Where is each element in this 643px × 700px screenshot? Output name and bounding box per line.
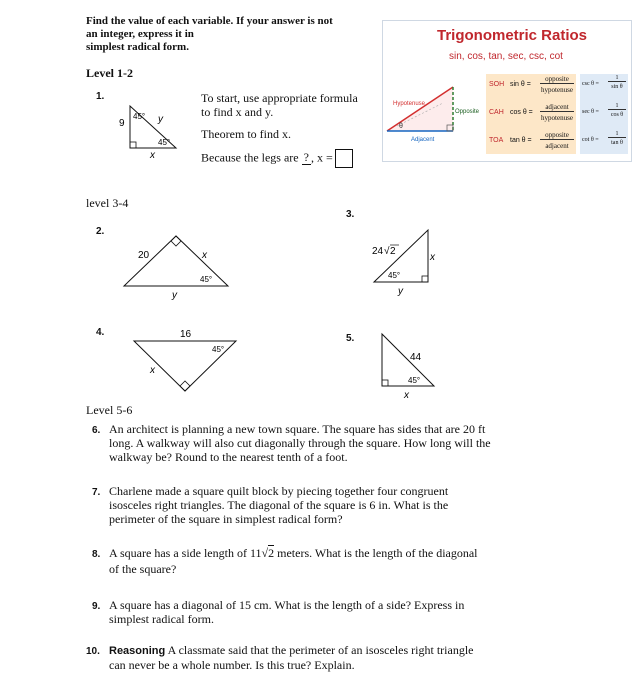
problem-1-hints xyxy=(201,91,358,168)
problem-3-angle: 45° xyxy=(388,271,401,280)
problem-9-text: A square has a diagonal of 15 cm. What is the length of a side? Express in simplest radical form. xyxy=(109,598,465,626)
problem-1-side-label: 9 xyxy=(119,118,125,129)
problem-5-var-x: x xyxy=(404,390,409,400)
problem-3-side-coef: 24 xyxy=(372,246,384,257)
problem-6-number: 6. xyxy=(92,425,101,436)
problem-4-side-label: 16 xyxy=(180,329,192,340)
problem-1-angle-bottom: 45° xyxy=(158,138,171,147)
sec-label: sec θ = xyxy=(582,109,599,115)
hint-line-4: Because the legs are ? , x = xyxy=(201,149,358,168)
adjacent-label: Adjacent xyxy=(411,137,435,143)
toa-label: TOA xyxy=(489,137,504,144)
sin-numerator: opposite xyxy=(540,75,574,84)
problem-2-number: 2. xyxy=(96,226,105,237)
problem-2-side-label: 20 xyxy=(138,250,150,261)
sin-denominator: hypotenuse xyxy=(541,86,573,94)
instructions: Find the value of each variable. If your answer is not an integer, express it in simplest radical form. xyxy=(86,15,333,53)
problem-7-number: 7. xyxy=(92,487,101,498)
problem-3-side-rad: 2 xyxy=(390,246,396,257)
reciprocal-block: csc θ = 1 sin θ sec θ = 1 cos θ cot θ = 1 tan θ xyxy=(580,74,628,154)
level-3-4-heading: level 3-4 xyxy=(86,196,129,210)
problem-1-triangle xyxy=(114,100,194,162)
cos-numerator: adjacent xyxy=(540,103,574,112)
problem-2-var-x: x xyxy=(202,250,207,261)
trig-subtitle: sin, cos, tan, sec, csc, cot xyxy=(449,51,563,62)
problem-2-var-y: y xyxy=(172,290,177,301)
tan-label: tan θ = xyxy=(510,137,532,144)
blank-answer: ? xyxy=(303,150,309,165)
soh-cah-toa-block xyxy=(486,74,576,154)
problem-2-angle: 45° xyxy=(200,275,213,284)
problem-4-triangle xyxy=(128,327,258,397)
tan-denominator: adjacent xyxy=(545,142,569,150)
problem-1-var-y: y xyxy=(158,114,163,125)
problem-3-number: 3. xyxy=(346,209,355,220)
problem-5-number: 5. xyxy=(346,333,355,344)
answer-box[interactable] xyxy=(335,149,353,168)
trig-triangle-diagram xyxy=(383,71,489,161)
cot-label: cot θ = xyxy=(582,137,599,143)
hint-line-2: to find x and y. xyxy=(201,105,274,119)
soh-label: SOH xyxy=(489,81,505,88)
problem-3-var-y: y xyxy=(398,286,403,296)
hint-line-3: Theorem to find x. xyxy=(201,127,291,141)
problem-8-text: A square has a side length of 11√2 meters. What is the length of the diagonal of the square? xyxy=(109,546,478,576)
level-5-6-heading: Level 5-6 xyxy=(86,403,133,417)
problem-4-angle: 45° xyxy=(212,345,225,354)
problem-3-triangle xyxy=(368,224,448,296)
sin-label: sin θ = xyxy=(510,81,531,88)
problem-5-side-label: 44 xyxy=(410,352,422,363)
hint-line-1: To start, use appropriate formula xyxy=(201,91,358,105)
problem-10-text: Reasoning A classmate said that the perimeter of an isosceles right triangle can never be a whole number. Is this true? Explain. xyxy=(109,643,474,672)
problem-4-var-x: x xyxy=(150,365,155,376)
problem-1-number: 1. xyxy=(96,91,105,102)
problem-3-var-x: x xyxy=(430,252,435,263)
level-1-2-heading: Level 1-2 xyxy=(86,66,133,80)
problem-5-triangle xyxy=(374,328,446,400)
cos-label: cos θ = xyxy=(510,109,533,116)
opposite-label: Opposite xyxy=(455,109,480,115)
csc-label: csc θ = xyxy=(582,81,599,87)
cah-label: CAH xyxy=(489,109,504,116)
svg-text:√: √ xyxy=(384,246,390,257)
problem-2-triangle xyxy=(118,230,238,302)
problem-4-number: 4. xyxy=(96,327,105,338)
problem-8-number: 8. xyxy=(92,549,101,560)
problem-5-angle: 45° xyxy=(408,376,421,385)
trig-title: Trigonometric Ratios xyxy=(437,27,588,44)
hypotenuse-label: Hypotenuse xyxy=(393,101,426,107)
problem-6-text: An architect is planning a new town square. The square has sides that are 20 ft long. A walkway will also cut diagonally through the square. How long will the walkway be? Round to the nearest tenth of a foot. xyxy=(109,422,491,464)
problem-7-text: Charlene made a square quilt block by piecing together four congruent isosceles right triangles. The diagonal of the square is 6 in. What is the perimeter of the square in simplest radical form? xyxy=(109,484,449,526)
problem-10-number: 10. xyxy=(86,646,100,657)
problem-1-var-x: x xyxy=(150,150,155,161)
problem-1-angle-top: 45° xyxy=(133,112,146,121)
problem-9-number: 9. xyxy=(92,601,101,612)
cos-denominator: hypotenuse xyxy=(541,114,573,122)
theta-label: θ xyxy=(399,123,403,130)
tan-numerator: opposite xyxy=(540,131,574,140)
trig-ratios-panel xyxy=(382,20,632,162)
